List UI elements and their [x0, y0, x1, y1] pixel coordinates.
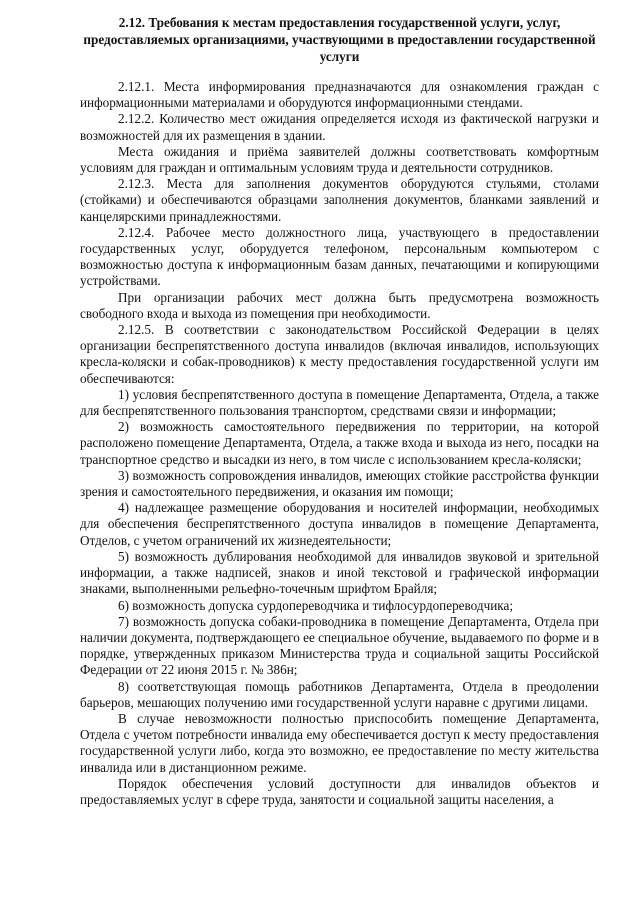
paragraph-2-12-2: 2.12.2. Количество мест ожидания определяется исходя из фактической нагрузки и возможностей для их размещения в здании. [80, 111, 599, 143]
section-heading: 2.12. Требования к местам предоставления государственной услуги, услуг, предоставляемых организациями, участвующими в предоставлении государственной услуги [83, 15, 596, 64]
paragraph-2-12-4: 2.12.4. Рабочее место должностного лица, участвующего в предоставлении государственных услуг, оборудуется телефоном, персональным компьютером с возможностью доступа к информационным базам данных, печатающими и копирующими устройствами. [80, 224, 599, 289]
list-item-1: 1) условия беспрепятственного доступа в помещение Департамента, Отдела, а также для беспрепятственного пользования транспортом, средствами связи и информации; [80, 386, 599, 419]
list-item-2: 2) возможность самостоятельного передвижения по территории, на которой расположено помещение Департамента, Отдела, а также входа и выхода из него, посадки на транспортное средство и высадки из него, в том числе с использованием кресла-коляски; [80, 419, 599, 467]
list-item-7: 7) возможность допуска собаки-проводника в помещение Департамента, Отдела при наличии документа, подтверждающего ее специальное обучение, выдаваемого по форме и в порядке, утвержденных приказом Министерства труда и социальной защиты Российской Федерации от 22 июня 2015 г. № 386н; [80, 613, 599, 678]
list-item-5: 5) возможность дублирования необходимой для инвалидов звуковой и зрительной информации, а также надписей, знаков и иной текстовой и графической информации знаками, выполненными рельефно-точечным шрифтом Брайля; [80, 548, 599, 597]
paragraph-2-12-5: 2.12.5. В соответствии с законодательством Российской Федерации в целях организации беспрепятственного доступа инвалидов (включая инвалидов, использующих кресла-коляски и собак-проводников) к месту предоставления государственной услуги им обеспечиваются: [80, 322, 599, 386]
paragraph-procedure: Порядок обеспечения условий доступности для инвалидов объектов и предоставляемых услуг в сфере труда, занятости и социальной защиты населения, а [80, 775, 599, 807]
document-page [80, 14, 599, 808]
list-item-6: 6) возможность допуска сурдопереводчика и тифлосурдопереводчика; [118, 597, 514, 613]
list-item-3: 3) возможность сопровождения инвалидов, имеющих стойкие расстройства функции зрения и самостоятельного передвижения, и оказания им помощи; [80, 467, 599, 500]
paragraph-waiting-places: Места ожидания и приёма заявителей должны соответствовать комфортным условиям для граждан и оптимальным условиям труда и деятельности сотрудников. [80, 143, 599, 176]
paragraph-2-12-3: 2.12.3. Места для заполнения документов оборудуются стульями, столами (стойками) и обеспечиваются образцами заполнения документов, бланками заявлений и канцелярскими принадлежностями. [80, 176, 599, 224]
paragraph-2-12-1: 2.12.1. Места информирования предназначаются для ознакомления граждан с информационными материалами и оборудуются информационными стендами. [80, 79, 599, 111]
paragraph-workplaces: При организации рабочих мест должна быть предусмотрена возможность свободного входа и выхода из помещения при необходимости. [80, 289, 599, 321]
list-item-8: 8) соответствующая помощь работников Департамента, Отдела в преодолении барьеров, мешающих получению ими государственной услуги наравне с другими лицами. [80, 678, 599, 710]
paragraph-impossibility: В случае невозможности полностью приспособить помещение Департамента, Отдела с учетом потребности инвалида ему обеспечивается доступ к месту предоставления государственной услуги либо, когда это возможно, ее предоставление по месту жительства инвалида или в дистанционном режиме. [80, 710, 599, 775]
list-item-4: 4) надлежащее размещение оборудования и носителей информации, необходимых для обеспечения беспрепятственного доступа инвалидов в помещение Департамента, Отделов, с учетом ограничений их жизнедеятельности; [80, 500, 599, 548]
